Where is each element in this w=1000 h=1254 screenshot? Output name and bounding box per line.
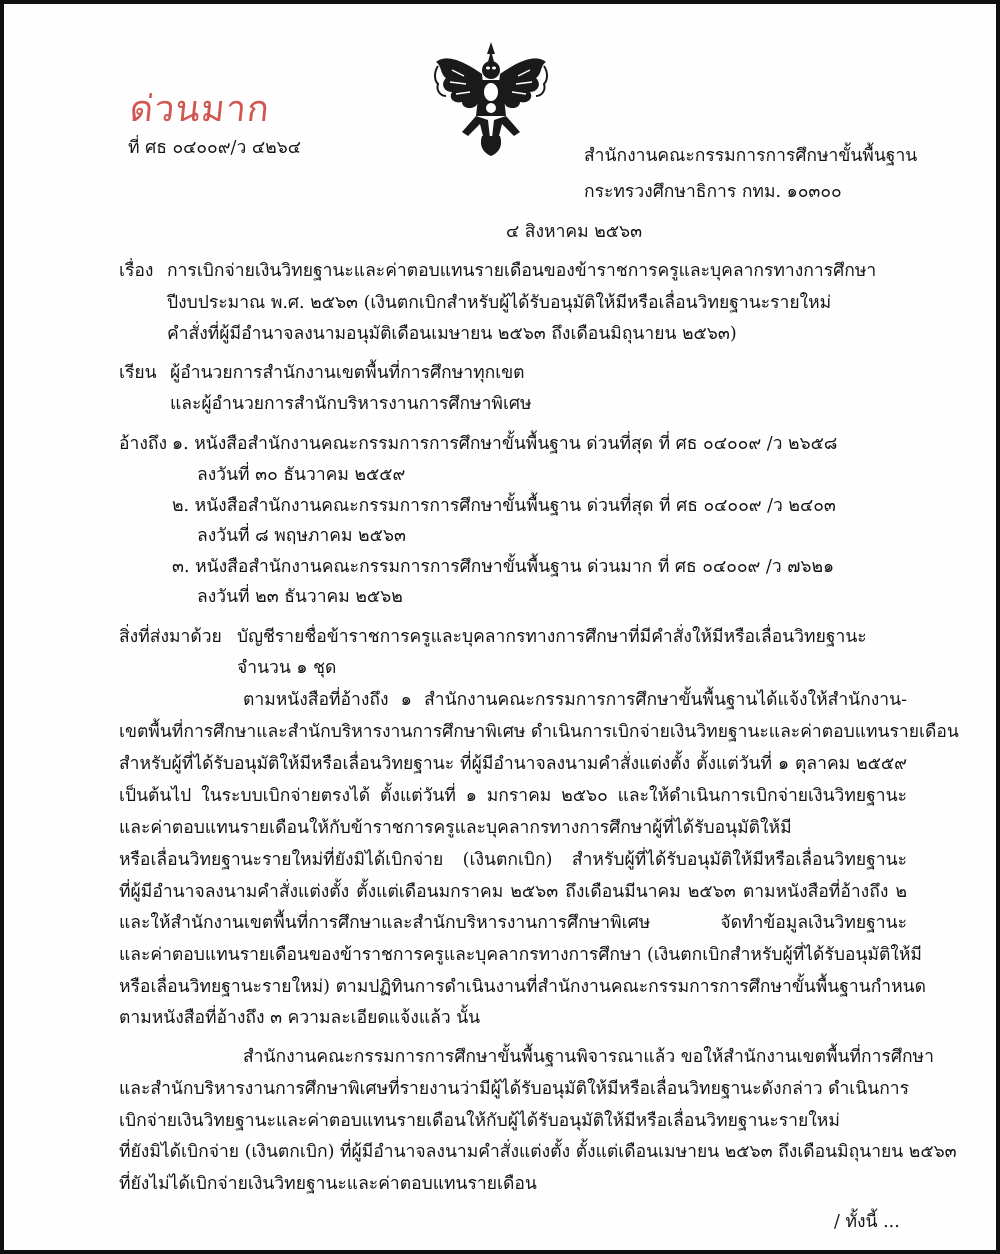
continuation-marker: / ทั้งนี้ ... [834, 1212, 900, 1232]
subject-label: เรื่อง [119, 261, 154, 281]
reference-item: ๒. หนังสือสำนักงานคณะกรรมการการศึกษาขั้นพื้นฐาน ด่วนที่สุด ที่ ศธ ๐๔๐๐๙ /ว ๒๔๐๓ [172, 496, 836, 516]
salutation-label: เรียน [119, 363, 157, 383]
office-name: สำนักงานคณะกรรมการการศึกษาขั้นพื้นฐาน [584, 146, 918, 166]
urgent-stamp [127, 80, 290, 130]
document-date: ๔ สิงหาคม ๒๕๖๓ [506, 222, 643, 242]
enclosure-label: สิ่งที่ส่งมาด้วย [119, 627, 222, 647]
paragraph-2-line: สำนักงานคณะกรรมการการศึกษาขั้นพื้นฐานพิจารณาแล้ว ขอให้สำนักงานเขตพื้นที่การศึกษา [243, 1047, 934, 1067]
paragraph-1-line: ตามหนังสือที่อ้างถึง ๑ สำนักงานคณะกรรมการการศึกษาขั้นพื้นฐานได้แจ้งให้สำนักงาน- [243, 690, 907, 710]
reference-date: ลงวันที่ ๒๓ ธันวาคม ๒๕๖๒ [197, 587, 403, 607]
garuda-emblem-icon [432, 40, 550, 158]
subject-line: คำสั่งที่ผู้มีอำนาจลงนามอนุมัติเดือนเมษายน ๒๕๖๓ ถึงเดือนมิถุนายน ๒๕๖๓) [167, 324, 737, 344]
paragraph-1-line: สำหรับผู้ที่ได้รับอนุมัติให้มีหรือเลื่อนวิทยฐานะ ที่ผู้มีอำนาจลงนามคำสั่งแต่งตั้ง ตั้งแต่วันที่ ๑ ตุลาคม ๒๕๕๙ [119, 754, 907, 774]
paragraph-1-line: หรือเลื่อนวิทยฐานะรายใหม่) ตามปฏิทินการดำเนินงานที่สำนักงานคณะกรรมการการศึกษาขั้นพื้นฐานกำหนด [119, 977, 926, 997]
paragraph-1-line: และให้สำนักงานเขตพื้นที่การศึกษาและสำนักบริหารงานการศึกษาพิเศษ จัดทำข้อมูลเงินวิทยฐานะ [119, 913, 907, 933]
subject-line: ปีงบประมาณ พ.ศ. ๒๕๖๓ (เงินตกเบิกสำหรับผู้ได้รับอนุมัติให้มีหรือเลื่อนวิทยฐานะรายใหม่ [167, 293, 832, 313]
paragraph-1-line: ตามหนังสือที่อ้างถึง ๓ ความละเอียดแจ้งแล้ว นั้น [119, 1008, 481, 1028]
reference-item: ๓. หนังสือสำนักงานคณะกรรมการการศึกษาขั้นพื้นฐาน ด่วนมาก ที่ ศธ ๐๔๐๐๙ /ว ๗๖๒๑ [172, 557, 835, 577]
enclosure-item: บัญชีรายชื่อข้าราชการครูและบุคลากรทางการศึกษาที่มีคำสั่งให้มีหรือเลื่อนวิทยฐานะ [237, 627, 867, 647]
paragraph-2-line: ที่ยังมิได้เบิกจ่าย (เงินตกเบิก) ที่ผู้มีอำนาจลงนามคำสั่งแต่งตั้ง ตั้งแต่เดือนเมษายน ๒๕๖๓ ถึงเดือนมิถุนายน ๒๕๖๓ [119, 1142, 957, 1162]
reference-label: อ้างถึง [119, 434, 168, 454]
reference-item: ๑. หนังสือสำนักงานคณะกรรมการการศึกษาขั้นพื้นฐาน ด่วนที่สุด ที่ ศธ ๐๔๐๐๙ /ว ๒๖๕๘ [172, 434, 838, 454]
reference-date: ลงวันที่ ๘ พฤษภาคม ๒๕๖๓ [197, 526, 406, 546]
paragraph-1-line: ที่ผู้มีอำนาจลงนามคำสั่งแต่งตั้ง ตั้งแต่เดือนมกราคม ๒๕๖๓ ถึงเดือนมีนาคม ๒๕๖๓ ตามหนังสือที่อ้างถึง ๒ [119, 882, 907, 902]
document-number: ที่ ศธ ๐๔๐๐๙/ว ๔๒๖๔ [128, 138, 301, 158]
paragraph-1-line: และค่าตอบแทนรายเดือนของข้าราชการครูและบุคลากรทางการศึกษา (เงินตกเบิกสำหรับผู้ที่ได้รับอนุมัติให้มี [119, 945, 922, 965]
paragraph-2-line: และสำนักบริหารงานการศึกษาพิเศษที่รายงานว่ามีผู้ได้รับอนุมัติให้มีหรือเลื่อนวิทยฐานะดังกล่าว ดำเนินการ [119, 1079, 910, 1099]
enclosure-quantity: จำนวน ๑ ชุด [237, 658, 337, 678]
paragraph-2-line: เบิกจ่ายเงินวิทยฐานะและค่าตอบแทนรายเดือนให้กับผู้ได้รับอนุมัติให้มีหรือเลื่อนวิทยฐานะรายใหม่ [119, 1111, 840, 1131]
reference-date: ลงวันที่ ๓๐ ธันวาคม ๒๕๕๙ [197, 465, 406, 485]
paragraph-1-line: เป็นต้นไป ในระบบเบิกจ่ายตรงได้ ตั้งแต่วันที่ ๑ มกราคม ๒๕๖๐ และให้ดำเนินการเบิกจ่ายเงินวิทยฐานะ [119, 786, 907, 806]
paragraph-1-line: หรือเลื่อนวิทยฐานะรายใหม่ที่ยังมิได้เบิกจ่าย (เงินตกเบิก) สำหรับผู้ที่ได้รับอนุมัติให้มีหรือเลื่อนวิทยฐานะ [119, 850, 907, 870]
paragraph-2-line: ที่ยังไม่ได้เบิกจ่ายเงินวิทยฐานะและค่าตอบแทนรายเดือน [119, 1174, 537, 1194]
paragraph-1-line: และค่าตอบแทนรายเดือนให้กับข้าราชการครูและบุคลากรทางการศึกษาผู้ที่ได้รับอนุมัติให้มี [119, 818, 792, 838]
salutation-line: ผู้อำนวยการสำนักงานเขตพื้นที่การศึกษาทุกเขต [170, 363, 525, 383]
urgent-stamp-text: ด่วนมาก [127, 89, 273, 130]
paragraph-1-line: เขตพื้นที่การศึกษาและสำนักบริหารงานการศึกษาพิเศษ ดำเนินการเบิกจ่ายเงินวิทยฐานะและค่าตอบแทนรายเดือน [119, 722, 959, 742]
subject-line: การเบิกจ่ายเงินวิทยฐานะและค่าตอบแทนรายเดือนของข้าราชการครูและบุคลากรทางการศึกษา [167, 261, 877, 281]
office-address: กระทรวงศึกษาธิการ กทม. ๑๐๓๐๐ [584, 182, 842, 202]
salutation-line: และผู้อำนวยการสำนักบริหารงานการศึกษาพิเศษ [170, 394, 532, 414]
